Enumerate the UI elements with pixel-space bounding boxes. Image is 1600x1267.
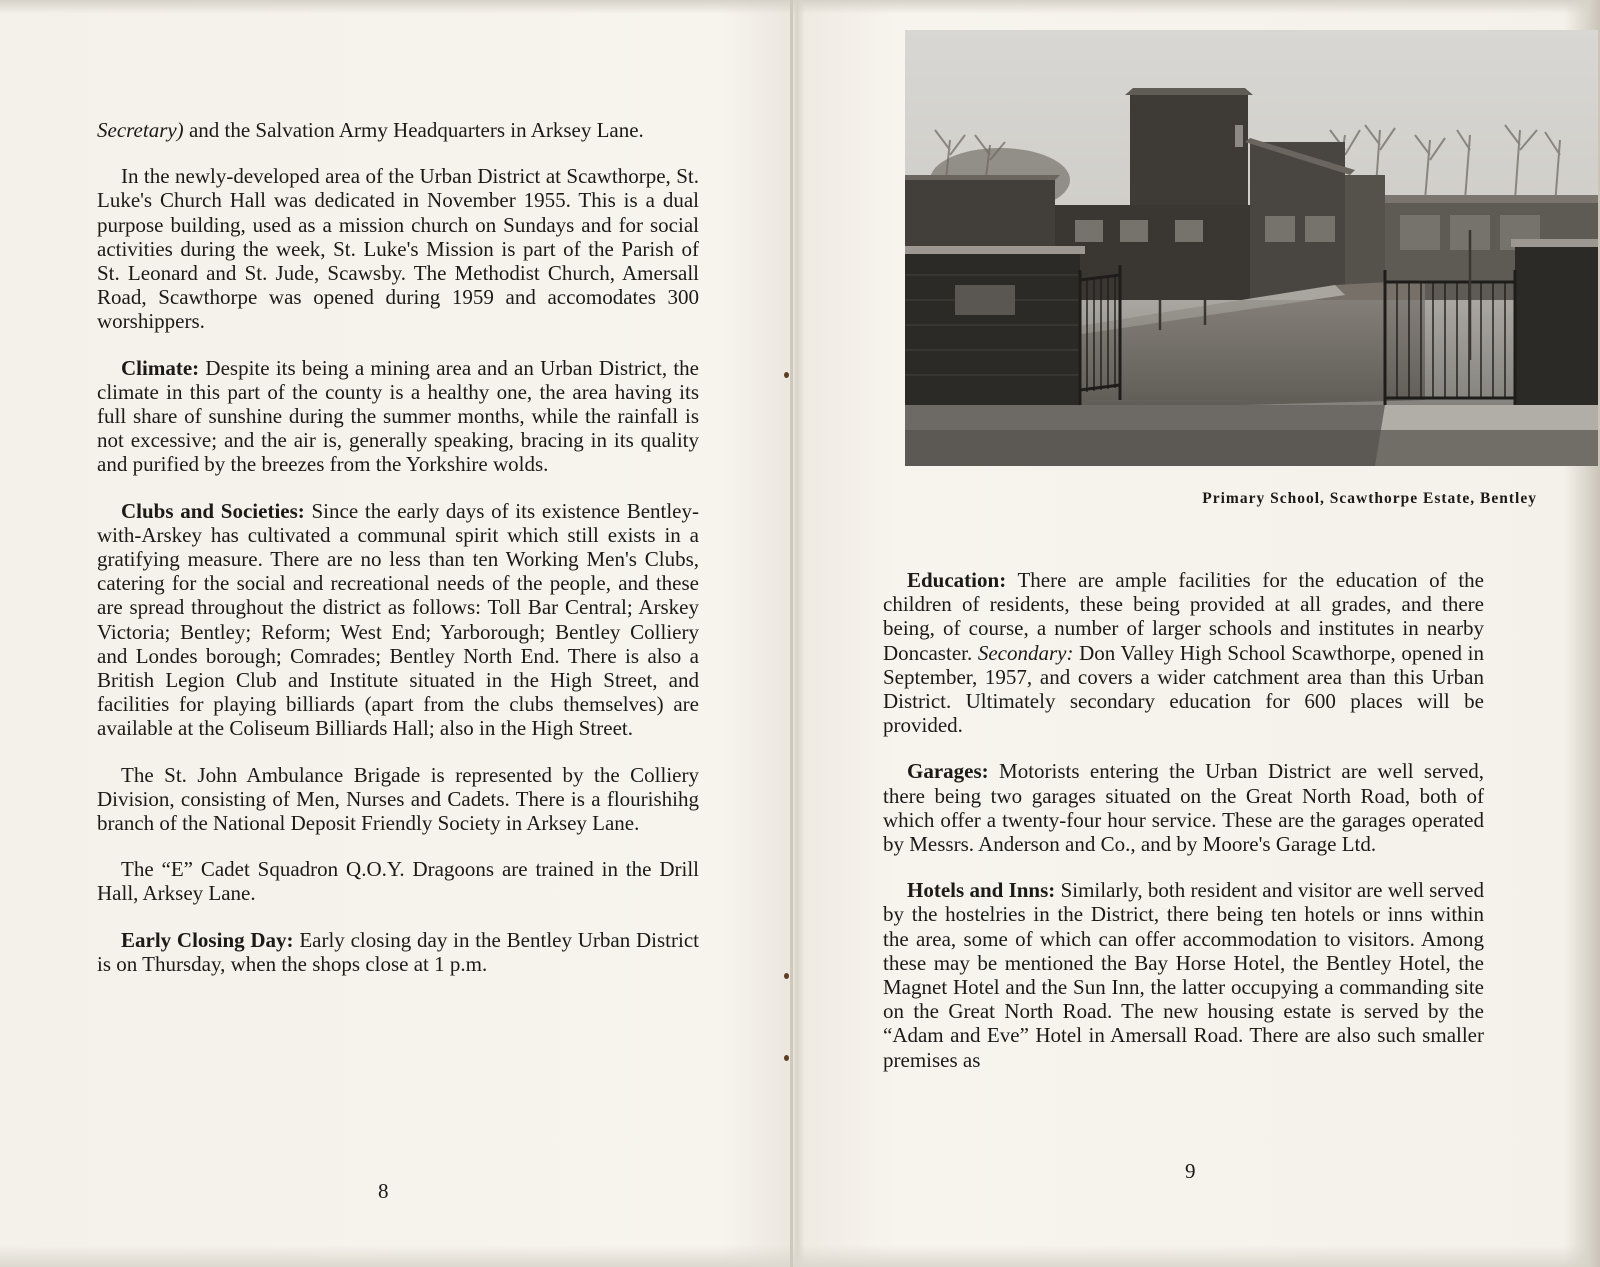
paragraph-text: and the Salvation Army Headquarters in Arksey Lane. <box>183 118 644 142</box>
school-photo <box>905 30 1598 466</box>
paragraph-garages <box>883 759 1484 856</box>
section-heading: Climate: <box>121 355 200 380</box>
paragraph-text: Don Valley High School Scawthorpe, opened in September, 1957, and covers a wider catchment area than this Urban District. Ultimately secondary education for 600 places will be provided. <box>883 640 1484 738</box>
page-bottom-edge <box>0 1245 1600 1267</box>
paragraph-text: Similarly, both resident and visitor are well served by the hostelries in the District, there being ten hotels or inns within the area, some of which can offer accommodation to visitors. Among these may be mentioned the Bay Horse Hotel, the Bentley Hotel, the Magnet Hotel and the Sun Inn, the latter occupying a commanding site on the Great North Road. The new housing estate is served by the “Adam and Eve” Hotel in Amersall Road. There are also such smaller premises as <box>883 878 1484 1072</box>
section-heading: Garages: <box>907 759 989 784</box>
paragraph-text: Motorists entering the Urban District are well served, there being two garages situated on the Great North Road, both of which offer a twenty-four hour service. These are the garages operated by Messrs. Anderson and Co., and by Moore's Garage Ltd. <box>883 759 1484 857</box>
page-number: 8 <box>378 1179 389 1203</box>
paragraph-ambulance <box>97 763 699 836</box>
paragraph-text: In the newly-developed area of the Urban District at Scawthorpe, St. Luke's Church Hall was dedicated in November 1955. This is a dual purpose building, used as a mission church on Sundays and for social activities during the week, St. Luke's Mission is part of the Parish of St. Leonard and St. Jude, Scawsby. The Methodist Church, Amersall Road, Scawthorpe was opened during 1959 and accomodates 300 worshippers. <box>97 164 699 334</box>
section-heading: Early Closing Day: <box>121 927 294 952</box>
section-heading: Hotels and Inns: <box>907 878 1056 903</box>
paragraph-text: Despite its being a mining area and an Urban District, the climate in this part of the county is a healthy one, the area having its full share of sunshine during the summer months, while the rainfall is not excessive; and the air is, generally speaking, bracing in its quality and purified by the breezes from the Yorkshire wolds. <box>97 355 699 477</box>
section-heading: Clubs and Societies: <box>121 498 305 523</box>
paragraph-text: Since the early days of its existence Bentley-with-Arskey has cultivated a communal spirit which still exists in a gratifying measure. There are no less than ten Working Men's Clubs, catering for the social and recreational needs of the people, and these are spread throughout the district as follows: Toll Bar Central; Arskey Victoria; Bentley; Reform; West End; Yarborough; Bentley Colliery and Londes borough; Comrades; Bentley North End. There is also a British Legion Club and Institute situated in the High Street, and facilities for playing billiards (apart from the clubs themselves) are available at the Coliseum Billiards Hall; also in the High Street. <box>97 498 699 741</box>
paragraph-text: There are ample facilities for the education of the children of residents, these being provided at all grades, and there being, of course, a number of larger schools and institutes in nearby Doncaster. <box>883 568 1484 665</box>
gutter-mark <box>784 1055 789 1061</box>
paragraph-education <box>883 568 1484 737</box>
paragraph-scawthorpe <box>97 164 699 333</box>
paragraph-hotels <box>883 878 1484 1072</box>
paragraph-clubs <box>97 499 699 741</box>
paragraph-continuation <box>97 118 699 142</box>
italic-text: Secretary) <box>97 118 184 142</box>
paragraph-text: The “E” Cadet Squadron Q.O.Y. Dragoons are trained in the Drill Hall, Arksey Lane. <box>97 857 699 906</box>
gutter-mark <box>784 973 789 979</box>
gutter-mark <box>784 372 789 378</box>
page-top-shadow <box>0 0 1600 14</box>
photo-caption: Primary School, Scawthorpe Estate, Bentley <box>1202 490 1537 507</box>
paragraph-climate <box>97 356 699 477</box>
paragraph-cadets <box>97 857 699 905</box>
paragraph-early-closing <box>97 928 699 976</box>
italic-text: Secondary: <box>977 640 1074 665</box>
school-photo-illustration <box>905 30 1598 466</box>
left-page <box>97 118 699 998</box>
book-gutter <box>790 0 793 1267</box>
paragraph-text: Early closing day in the Bentley Urban District is on Thursday, when the shops close at 1 p.m. <box>97 927 699 976</box>
right-page <box>883 568 1484 1094</box>
paragraph-text: The St. John Ambulance Brigade is represented by the Colliery Division, consisting of Men, Nurses and Cadets. There is a flourishihg branch of the National Deposit Friendly Society in Arksey Lane. <box>97 762 699 836</box>
page-number: 9 <box>1185 1159 1196 1183</box>
section-heading: Education: <box>907 568 1007 592</box>
